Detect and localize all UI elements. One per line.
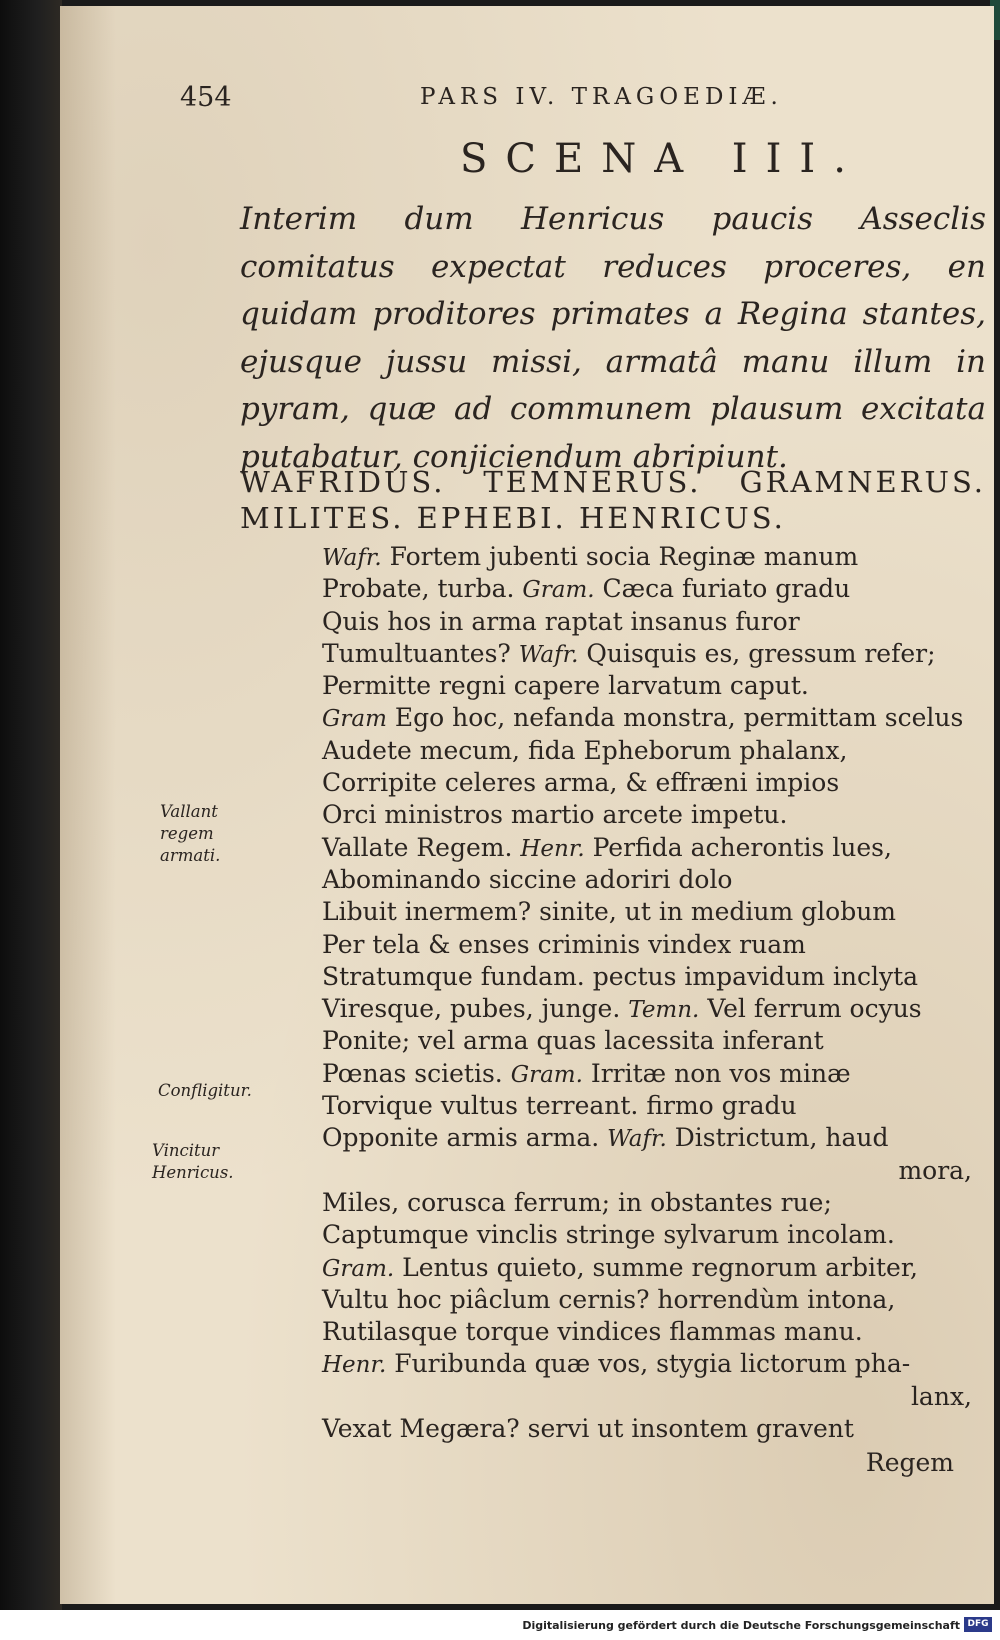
verse-text-continued: Quisquis es, gressum refer;	[586, 638, 936, 668]
verse-text: Abominando siccine adoriri dolo	[322, 864, 733, 894]
scene-title: SCENA III.	[460, 136, 864, 182]
verse-text: Vexat Megæra? servi ut insontem gravent	[322, 1414, 854, 1444]
margin-note-vincitur: Vincitur Henricus.	[152, 1141, 234, 1182]
verse-text: Pœnas scietis.	[322, 1058, 503, 1088]
verse-text: lanx,	[910, 1381, 972, 1411]
verse-text: Stratumque fundam. pectus impavidum inclyta	[322, 961, 919, 991]
verse-line	[322, 1122, 982, 1154]
verse-text: Quis hos in arma raptat insanus furor	[322, 606, 800, 636]
margin-note-confligitur: Confligitur.	[158, 1081, 252, 1100]
verse-line	[322, 1252, 982, 1284]
verse-line	[322, 1284, 982, 1316]
verse-text: Orci ministros martio arcete impetu.	[322, 800, 788, 830]
catchword: Regem	[865, 1448, 954, 1478]
verse-line	[322, 1025, 982, 1057]
verse-text: Fortem jubenti socia Reginæ manum	[389, 542, 859, 571]
verse-text: Viresque, pubes, junge.	[322, 994, 621, 1024]
verse-line	[322, 638, 982, 670]
dfg-logo: DFG	[964, 1617, 992, 1632]
verse-line	[322, 832, 982, 864]
verse-text: Probate, turba.	[322, 574, 515, 604]
verse-line	[322, 1155, 982, 1187]
verse-line	[322, 929, 982, 961]
speaker-tag: Gram.	[510, 1061, 583, 1088]
margin-note-vallant: Vallant regem armati.	[160, 802, 221, 865]
speaker-tag: Wafr.	[518, 641, 579, 668]
verse-line	[322, 1348, 982, 1380]
speaker-tag: Temn.	[628, 997, 700, 1024]
verse-text: Tumultuantes?	[322, 638, 511, 668]
verse-text: Rutilasque torque vindices flammas manu.	[322, 1317, 863, 1347]
verse-text-continued: Irritæ non vos minæ	[590, 1058, 851, 1088]
funding-credit: Digitalisierung gefördert durch die Deutsche Forschungsgemeinschaft	[522, 1619, 960, 1632]
verse-block	[322, 541, 982, 1480]
verse-text: Miles, corusca ferrum; in obstantes rue;	[322, 1187, 832, 1217]
verse-line	[322, 1219, 982, 1251]
speaker-tag: Gram.	[522, 577, 595, 604]
dramatis-personae: WAFRIDUS. TEMNERUS. GRAMNERUS. MILITES. EPHEBI. HENRICUS.	[240, 465, 986, 535]
verse-line	[322, 670, 982, 702]
verse-text: Captumque vinclis stringe sylvarum incolam.	[322, 1220, 895, 1250]
verse-text: Audete mecum, fida Epheborum phalanx,	[322, 735, 848, 765]
speaker-tag: Gram.	[322, 1255, 395, 1282]
verse-line	[322, 1381, 982, 1413]
verse-line	[322, 573, 982, 605]
verse-text: Permitte regni capere larvatum caput.	[322, 671, 809, 701]
verse-text: Furibunda quæ vos, stygia lictorum pha-	[394, 1349, 911, 1379]
verse-line	[322, 767, 982, 799]
verse-line	[322, 1413, 982, 1445]
verse-line	[322, 735, 982, 767]
speaker-tag: Gram	[322, 706, 387, 733]
verse-text: Per tela & enses criminis vindex ruam	[322, 929, 806, 959]
verse-line	[322, 864, 982, 896]
verse-line	[322, 1090, 982, 1122]
verse-line	[322, 961, 982, 993]
verse-text-continued: Perfida acherontis lues,	[592, 832, 892, 862]
verse-text-continued: Vel ferrum ocyus	[707, 994, 922, 1024]
verse-text: Ponite; vel arma quas lacessita inferant	[322, 1026, 824, 1056]
verse-line	[322, 1058, 982, 1090]
verse-text: Lentus quieto, summe regnorum arbiter,	[402, 1252, 919, 1282]
verse-text: Opponite armis arma.	[322, 1123, 600, 1153]
running-head: PARS IV. TRAGOEDIÆ.	[420, 84, 783, 110]
verse-line	[322, 896, 982, 928]
verse-line	[322, 606, 982, 638]
book-page	[60, 6, 994, 1604]
verse-text: Libuit inermem? sinite, ut in medium globum	[322, 897, 896, 927]
speaker-tag: Wafr.	[322, 545, 382, 571]
speaker-tag: Henr.	[520, 835, 585, 862]
verse-text: mora,	[898, 1155, 972, 1185]
verse-line	[322, 993, 982, 1025]
verse-text-continued: Cæca furiato gradu	[602, 574, 851, 604]
footer-bar	[0, 1610, 1000, 1640]
speaker-tag: Henr.	[322, 1352, 387, 1379]
verse-line	[322, 1187, 982, 1219]
binding-edge	[0, 0, 62, 1610]
verse-line	[322, 541, 982, 573]
page-number: 454	[180, 82, 232, 113]
verse-text: Vultu hoc piâclum cernis? horrendùm intona,	[322, 1284, 896, 1314]
scene-argument: Interim dum Henricus paucis Asseclis comitatus expectat reduces proceres, en quidam proditores primates a Regina stantes, ejusque jussu missi, armatâ manu illum in pyram, quæ ad communem plausum excitata putabatur, conjiciendum abripiunt.	[240, 201, 986, 475]
verse-text: Ego hoc, nefanda monstra, permittam scelus	[394, 703, 964, 733]
verse-text: Vallate Regem.	[322, 832, 513, 862]
verse-text: Torvique vultus terreant. firmo gradu	[322, 1091, 797, 1121]
verse-text: Corripite celeres arma, & effræni impios	[322, 768, 840, 798]
speaker-tag: Wafr.	[607, 1126, 667, 1153]
verse-text-continued: Districtum, haud	[674, 1123, 889, 1153]
verse-line	[322, 799, 982, 831]
verse-line	[322, 1316, 982, 1348]
verse-line	[322, 702, 982, 734]
